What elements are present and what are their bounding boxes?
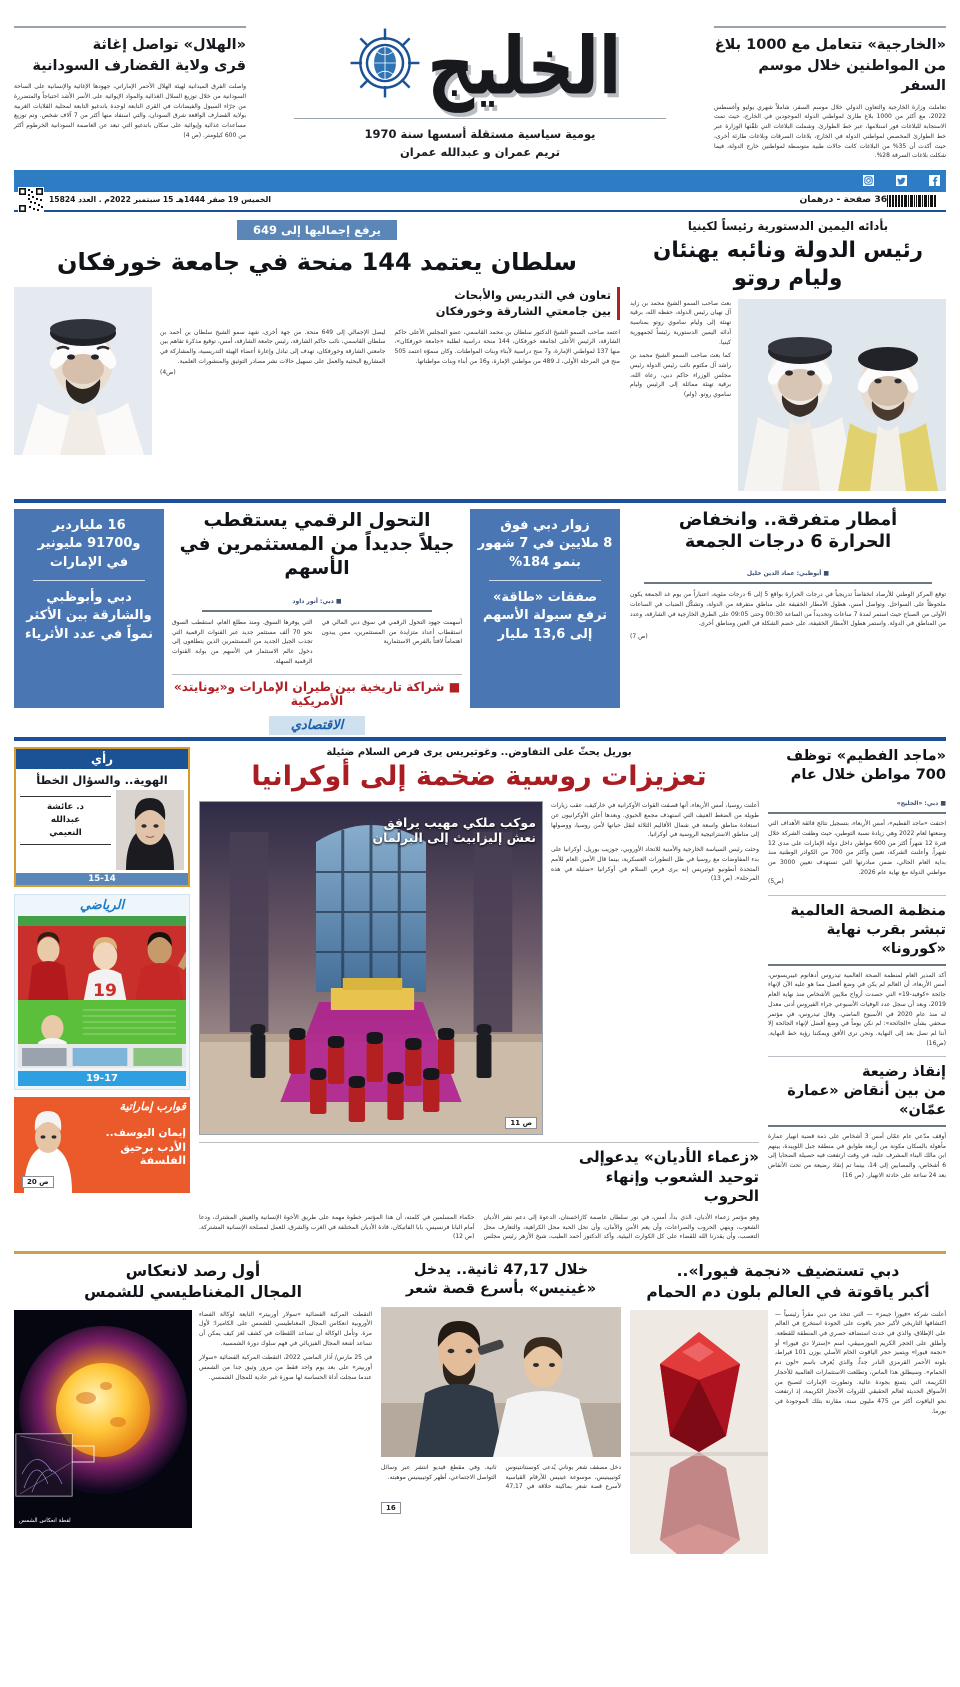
amman-headline-line1: إنقاذ رضيعة xyxy=(861,1064,946,1081)
sultan-portrait-illustration xyxy=(14,287,152,455)
culture-promo-card[interactable] xyxy=(14,1097,190,1193)
masthead-center xyxy=(254,18,706,162)
box-left-line2: و91700 مليونير xyxy=(37,536,141,552)
economy-red-strip: ■ شراكة تاريخية بين طيران الإمارات و«يونايتد» الأمريكية xyxy=(173,680,461,709)
haircut-page-mark: 16 xyxy=(381,1502,401,1514)
opinion-title: الهوية.. والسؤال الخطأ xyxy=(36,773,168,788)
box-right-line6: إلى 13,6 مليار xyxy=(497,626,593,642)
majid-body: احتفت «ماجد الفطيم»، أمس الأربعاء، بتسجيل نتائج فائقة الأهداف التي وضعتها لعام 2022 وهي زيادة نسبة التوطين، حيث وظفت الشركة خلال فترة 12 شهراً أكثر من 600 مواطن داخل دولة الإمارات على مدى 12 شهراً. وأعلنت الشركة، تعيين وأكثر من 700 من الكوادر الوطنية منذ بداية العام الحالي، ضمن مبادرتها التي تستهدف تعيين 3000 من مواطني الدولة مع نهاية عام 2026. xyxy=(768,820,947,876)
economy-body-col2: التي يوفرها السوق. ومنذ مطلع العام، استقطب السوق نحو 70 ألف مستثمر جديد عبر القنوات الرقمية التي تجذب الجيل الجديد من المستثمرين الذين يتطلعون إلى دخول عالم الاستثمار في الأسهم من بوابة القنوات الرقمية السهلة. xyxy=(172,618,313,665)
weather-body: توقع المركز الوطني للأرصاد انخفاضاً تدريجياً في درجات الحرارة بواقع 5 إلى 6 درجات مئوية، اعتباراً من يوم غد الجمعة يكون ملحوظاً على السواحل. وتواصل أمس، هطول الأمطار الخفيفة على مناطق متفرقة من الدولة، وتشكّل الضباب في الساعات الأولى من الصباح حيث استمر لمدة 7 ساعات وتحديداً من الساعة 00:30 وحتى 09:05 على الطرق الخارجية في الشارقة، وعدد من المناطق في الدولة. واستمر هطول الأمطار الخفيفة، على خضم الشكلة في العين ومناطق أخرى. xyxy=(630,591,946,628)
sun-story xyxy=(14,1261,372,1554)
economy-center xyxy=(172,509,462,709)
bottom-section-divider xyxy=(14,1251,946,1254)
sultan-text-block xyxy=(160,287,620,455)
section-divider xyxy=(14,737,946,741)
religion-headline-line1: «زعماء الأديان» يدعوإلى xyxy=(578,1148,759,1167)
sultan-story xyxy=(14,219,620,491)
box-left-line3: في الإمارات xyxy=(49,554,129,570)
ukraine-section xyxy=(199,747,759,1242)
opinion-header: رأي xyxy=(16,749,188,769)
who-body: أكد المدير العام لمنظمة الصحة العالمية تيدروس أدهانوم غيبريسوس، أمس الأربعاء، أن العالم لم يكن في وضع أفضل مما هو عليه الآن لإنهاء جائحة «كوفيد-19» التي حصدت أرواح ملايين الأشخاص منذ نهاية العام 2019، وبعد أن سجل عدد الوفيات الأسبوعي جراء الفيروس أدنى معدل له منذ عام 2020 في الأسبوع الماضي. وقال تيدروس، في مؤتمر صحفي بشأن «الجائحة»: لم نكن يوماً في وضع أفضل لإنهاء الجائحة إلا أننا لم نصل بعد إلى النهاية. ونحن نرى الأفق ويمكننا رؤية خط النهاية. (ص16) xyxy=(768,971,947,1047)
barber-illustration xyxy=(381,1307,621,1457)
sun-headline-line1: أول رصد لانعكاس xyxy=(125,1261,261,1280)
religion-body: وهو مؤتمر زعماء الأديان، الذي بدأ، أمس، في نور سلطان عاصمة كازاخستان، الدعوة إلى دعم نشر الأديان الشعوب، وينهي الحروب والصراعات، وأن يعم الأمن والأمان، وأن تحل الحبة محل الكراهية، والتعارف محل التعصب، وأن يقدرنا الله للقضاء على كل الكوارث البيئية. وأكد الدكتور أحمد الطيب، شيخ الأزهر رئيس مجلس حكماء المسلمين في كلمته، أن هذا المؤتمر خطوة مهمة على طريق الأخوة الإنسانية والعيش المشترك، ودعا أمام البابا فرنسيس، بابا الفاتيكان، قادة الأديان المختلفة في الغرب والشرق، للعمل لمصلحة الإنسانية المشتركة. (ص 12) xyxy=(199,1213,759,1241)
masthead xyxy=(14,0,946,162)
red-accent-bar xyxy=(617,287,620,320)
sun-photo xyxy=(14,1310,192,1528)
divider xyxy=(714,26,946,28)
culture-page-mark: ص 20 xyxy=(22,1176,54,1188)
masthead-left-headline-line2: من المواطنين خلال موسم السفر xyxy=(758,57,946,95)
religion-headline-line2: توحيد الشعوب وإنهاء الحروب xyxy=(605,1167,759,1206)
bottom-section xyxy=(14,1261,946,1554)
ruby-gemstone-illustration xyxy=(630,1310,768,1554)
tagline-line2: تريم عمران و عبدالله عمران xyxy=(399,145,561,160)
box-left-line6: نمواً في عدد الأثرياء xyxy=(24,626,154,642)
kenya-kicker: بأدائه اليمين الدستورية رئيساً لكينيا xyxy=(687,218,889,233)
kenya-body-p1: بعث صاحب السمو الشيخ محمد بن زايد آل نهيان رئيس الدولة، حفظه الله، برقية تهنئة إلى وليام ساموي روتو بمناسبة أدائه اليمين الدستورية رئيساً لجمهورية كينيا. xyxy=(630,299,731,346)
ukraine-body-col1: أعلنت روسيا، أمس الأربعاء، أنها قصفت القوات الأوكرانية في خاركيف، عقب زيارات طويلة من الضغط العنيف التي استهدف مجمع الحيوي. وبعدها أعلن الأوكرانيون عن استعادة مناطق واسعة في شمال الأقاليم الثلاثة لنقل حياتها لأمن روسيا، ووصولها إلى مناطق الاستراتيجية الروسية في أوكرانيا. xyxy=(551,802,759,839)
instagram-icon[interactable] xyxy=(863,175,874,186)
opinion-author-line1: د. عائشة xyxy=(47,802,84,813)
economy-box-right xyxy=(470,509,620,709)
date-bar xyxy=(14,192,946,212)
divider xyxy=(294,118,666,119)
economy-headline-line2: جيلاً جديداً من المستثمرين في الأسهم xyxy=(179,533,455,579)
divider xyxy=(489,580,601,581)
masthead-left-story xyxy=(714,26,946,161)
tagline-line1: يومية سياسية مستقلة أسسها سنة 1970 xyxy=(364,127,596,141)
kenya-body xyxy=(630,299,731,491)
newspaper-logo xyxy=(254,18,706,113)
economy-section-tag: الاقتصادي xyxy=(269,716,365,735)
sports-promo-card[interactable] xyxy=(14,894,190,1090)
economy-weather-section xyxy=(14,509,946,736)
majid-headline-line2: 700 مواطن خلال عام xyxy=(790,767,946,784)
opinion-author-line3: النعيمي xyxy=(49,828,82,839)
religion-story xyxy=(199,1148,759,1207)
date-bar-left xyxy=(799,193,942,207)
box-left-line5: والشارقة بين الأكثر xyxy=(26,608,152,624)
weather-headline-line1: أمطار متفرقة.. وانخفاض xyxy=(678,509,898,530)
majid-page-ref: (ص5) xyxy=(768,878,784,886)
twitter-icon[interactable] xyxy=(896,175,907,186)
right-news-column xyxy=(768,747,946,1242)
funeral-caption-line2: نعش إليزابيث إلى البرلمان xyxy=(372,830,536,846)
economy-headline-line1: التحول الرقمي يستقطب xyxy=(203,509,431,531)
sultan-photo xyxy=(14,287,152,455)
funeral-caption-line1: موكب ملكي مهيب يرافق xyxy=(383,815,536,831)
kenya-photo xyxy=(738,299,946,491)
sultan-body-col2: ليصل الإجمالي إلى 649 منحة. من جهة أخرى، شهد سمو الشيخ سلطان بن أحمد بن سلطان القاسمي، نائب حاكم الشارقة، رئيس جامعة الشارقة، أمس، توقيع مذكرة تفاهم بين جامعتي الشارقة وخورفكان، تهدف إلى تبادل وإعارة أعضاء الهيئة التدريسية، والمشاركة في المشاريع البحثية والعمل على تسهيل حالات نشر مصادر التوثيق والمنشورات العلمية. xyxy=(160,328,386,365)
who-headline-line2: تبشر بقرب نهاية «كورونا» xyxy=(826,921,946,957)
who-headline-line1: منظمة الصحة العالمية xyxy=(790,903,946,920)
box-right-line5: ترفع سيولة الأسهم xyxy=(482,608,608,624)
weather-headline-line2: الحرارة 6 درجات الجمعة xyxy=(684,532,892,553)
sultan-headline: سلطان يعتمد 144 منحة في جامعة خورفكان xyxy=(57,247,577,276)
funeral-page-mark: ص 11 xyxy=(505,1117,537,1129)
culture-author: إيمان اليوسف.. xyxy=(105,1127,186,1140)
economy-box-left xyxy=(14,509,164,709)
box-right-line4: صفقات «طاقة» xyxy=(492,590,598,606)
middle-section xyxy=(14,747,946,1242)
ruby-headline-line1: دبي تستضيف «نجمة فيورا».. xyxy=(676,1261,900,1280)
facebook-icon[interactable] xyxy=(929,175,940,186)
masthead-left-headline-line1: «الخارجية» تتعامل مع 1000 بلاغ xyxy=(714,37,946,53)
majid-headline-line1: «ماجد الفطيم» توظف xyxy=(786,748,946,765)
ukraine-kicker: بوريل يحثّ على التفاوض.. وغوتيريس يرى فرص السلام ضئيلة xyxy=(326,747,632,759)
sports-brand: الرياضي xyxy=(79,898,125,914)
sultan-subhead-line2: بين جامعتي الشارقة وخورفكان xyxy=(435,304,611,319)
funeral-photo-caption xyxy=(372,815,536,845)
opinion-author-photo xyxy=(116,790,184,870)
pages-price-label: 36 صفحة - درهمان xyxy=(799,194,888,206)
sun-magnetic-field-illustration xyxy=(14,1310,192,1528)
qr-code-icon[interactable] xyxy=(18,187,44,213)
box-right-line3: بنمو 184% xyxy=(509,554,581,570)
football-players-illustration xyxy=(18,916,186,1068)
barcode xyxy=(887,193,936,207)
ruby-story xyxy=(630,1261,946,1554)
masthead-left-body: تعاملت وزارة الخارجية والتعاون الدولي خلال موسم السفر، شاملاً شهري يوليو وأغسطس 2022، مع أكثر من 1000 بلاغ طارئ لمواطني الدولة الموجودين في الخارج، حيث تمت الاستجابة للبلاغات فور استلامها، عبر خط الطوارئ. وشملت البلاغات التي تلقّتها الوزارة عبر خط الطوارئ المخصص لمواطني الدولة في الخارج، بلاغات السرقات وبلاغات طارئة أخرى، حيث أكدت أن 35% من البلاغات كانت حالات طبية متوسطة لمواطنين خارج الدولة، فيما شكلت بلاغات السرقة 28%. xyxy=(714,103,947,160)
sun-body-col1: التقطت المركبة الفضائية «سولار أوربيتر» التابعة لوكالة الفضاء الأوروبية انعكاس المجال المغناطيسي للشمس على الكاميرا؛ لأول مرة. وتأمل الوكالة أن تساعد اللقطات في كشف لغز كيف يمكن أن تساعد أشعة المجال الفيزيائي في فهم سلوك دورة الشمسية. xyxy=(199,1310,372,1347)
sun-photo-caption: لقطة انعكاس الشمس xyxy=(19,1517,71,1524)
top-stories-section xyxy=(14,219,946,491)
masthead-right-story xyxy=(14,26,246,140)
amman-body: أوقف مدّعي عام عمّان أمس 3 أشخاص على ذمة قضية انهيار عمارة مأهولة بالسكان مكونة من أربعة طوابق في منطقة جبل اللويبدة، بينهم ابن مالك البناء المشرف عليه، في وقت ارتفعت فيه حصيلة الضحايا إلى 6 أشخاص، والمصابين إلى 14، بينما تم إنقاذ رضيعة من تحت الأنقاض بعد 24 ساعة على حادثة الانهيار. (ص 16) xyxy=(768,1132,947,1179)
haircut-photo xyxy=(381,1307,621,1457)
sun-headline-line2: المجال المغناطيسي للشمس xyxy=(84,1282,302,1301)
weather-byline: ■ أبوظبي: عماد الدين خليل xyxy=(746,570,830,578)
masthead-right-body: واصلت الفرق الميدانية لهيئة الهلال الأحمر الإماراتي، جهودها الإغاثية والإنسانية على الساحة السودانية من خلال توزيع السلال الغذائية والمواد الإيوائية على الأسر الأشد احتياجاً والمتضررة من جرّاء السيول والفيضانات في القرى التابعة لوحدة باندغيو التابعة لمحلية القلابات الغربية بولاية القضارف الواقعة شرق السودان، والتي استفاد منها أكثر من 7 آلاف شخص. وتم توزيع مساعدات غذائية وإيوائية على سكان باندغيو التي تبعد عن العاصمة السودانية الخرطوم أكثر من 600 كيلومتر. (ص 4) xyxy=(14,83,247,139)
ukraine-headline: تعزيزات روسية ضخمة إلى أوكرانيا xyxy=(251,761,707,793)
haircut-headline-line2: «غينيس» بأسرع قصة شعر xyxy=(405,1281,597,1298)
section-divider xyxy=(14,499,946,503)
royal-procession-illustration xyxy=(200,802,542,1135)
masthead-right-headline-line2: قرى ولاية القضارف السودانية xyxy=(32,57,246,74)
economy-byline: ■ دبي: أنور داود xyxy=(292,597,342,605)
weather-story xyxy=(630,509,946,736)
haircut-body: دخل مصفف شعر يوناني يُدعى كونستانتينوس كوتيبينيس، موسوعة غينيس للأرقام القياسية لأسرع قصة شعر بماكينة حلاقة في 47,17 ثانية. وفي مقطع فيديو انتشر عبر وسائل التواصل الاجتماعي، أظهر كوتيبينيس موهبته. xyxy=(381,1463,621,1491)
date-bar-right xyxy=(18,187,271,213)
kenya-body-p2: كما بعث صاحب السمو الشيخ محمد بن راشد آل مكتوم نائب رئيس الدولة رئيس مجلس الوزراء حاكم دبي، رعاه الله، برقية تهنئة مماثلة إلى الرئيس وليام ساموي روتو. (وام) xyxy=(630,352,731,399)
ship-wheel-globe-icon xyxy=(344,22,426,104)
box-right-line2: 8 ملايين في 7 شهور xyxy=(477,536,613,552)
opinion-pages: 15-14 xyxy=(16,873,188,885)
ukraine-body-col2: وحثت رئيس السياسة الخارجية والأمنية للاتحاد الأوروبي، جوزيب بوريل، أوكرانيا على بدء المفاوضات مع روسيا في ظل التطورات العسكرية، بينما قال الأمين العام للأمم المتحدة أنطونيو غوتيريس إنه يرى فرص السلام في أوكرانيا «ضئيلة في هذه المرحلة». (ص 13) xyxy=(551,846,759,883)
sun-body-col2: في 25 مارس/ آذار الماضي 2022، التقطت المركبة الفضائية «سولار أوربيتر» على بعد يوم واحد فقط من مرور وثيق جدا من الشمس عندما سجلت أداة الحساسة لها صورة غير عادية للمجال الشمسي. xyxy=(199,1354,372,1381)
masthead-right-headline-line1: «الهلال» تواصل إغاثة xyxy=(92,37,246,53)
box-left-line4: دبي وأبوظبي xyxy=(46,590,132,606)
box-right-line1: زوار دبي فوق xyxy=(500,517,590,533)
economy-story xyxy=(14,509,620,736)
sultan-badge: يرفع إجماليها إلى 649 xyxy=(237,220,397,240)
sports-photo xyxy=(18,916,186,1068)
divider xyxy=(33,580,145,581)
sultan-body-col1: اعتمد صاحب السمو الشيخ الدكتور سلطان بن محمد القاسمي، عضو المجلس الأعلى حاكم الشارقة، الرئيس الأعلى لجامعة خورفكان، 144 منحة دراسية لطلبة «جامعة خورفكان»، منها 137 لمواطني الإمارة، و7 منح دراسية لأبناء وبنات المواطنات. وكان سموّه اعتمد 505 منح في المرحلة الأولى، لـ 489 من مواطني الإمارة، و16 من أبناء وبنات مواطناتها. xyxy=(394,328,620,365)
logo-wordmark: الخليج xyxy=(427,18,621,113)
sultan-page-ref: (ص4) xyxy=(160,369,176,377)
sheikhs-portrait-illustration xyxy=(738,299,946,491)
kenya-story xyxy=(630,219,946,491)
amman-headline-line2: من بين أنقاض «عمارة عمّان» xyxy=(787,1083,946,1119)
box-left-line1: 16 ملياردير xyxy=(52,517,126,533)
sports-pages: 19-17 xyxy=(18,1071,186,1086)
opinion-author-line2: عبدالله xyxy=(50,815,81,826)
culture-title: الأدب برحيق الفلسفة xyxy=(120,1141,186,1168)
ukraine-body-block xyxy=(551,801,759,1135)
culture-brand: قوارب إماراتية xyxy=(119,1100,186,1114)
ruby-body: أعلنت شركة «فيورا جيمز» — التي تتخذ من دبي مقراً رئيسياً — اكتشافها التاريخي لأكبر حجر ياقوت على الجودة استخرج في العالم على الإطلاق، والذي في حدث استضافه حصري في المنطقة للقطعة. وأطلق على الحجر الكريم الموزمبيقي، اسم «إسترلا دي فيورا» أو «نجمة فيورا» ويتميز حجر الياقوت الخام الأصلي بوزن 101 قيراط، بلونه الأحمر القرمزي النادر جداً، والذي يُعرف باسم «لون دم الحمام». وسيطلق هذا الماس، وتطلعت الاستثمارات العالمية للأحجار الكريمة، التي يتمتع بجودة عالية. وتطورت الإمارات لتصبح من الأسواق الحديثة لعالم الحقيقي للثروات الأحجار الكريمة، إذ ارتفعت نحو الياقوت أكثر من 475 مليون سنة، مقارنة بتلك الموجودة في بورما. xyxy=(775,1310,946,1415)
author-portrait-illustration xyxy=(116,790,184,870)
issue-date-label: الخميس 19 صفر 1444هـ 15 سبتمبر 2022م . العدد 15824 xyxy=(49,195,271,205)
economy-body-col1: أسهمت جهود التحول الرقمي في سوق دبي المالي في استقطاب أعداد متزايدة من المستثمرين، ممن يبدون اهتماماً لافتاً بالفرص الاستثمارية xyxy=(321,618,462,646)
opinion-card[interactable] xyxy=(14,747,190,887)
ruby-photo xyxy=(630,1310,768,1554)
majid-byline: ■ دبي: «الخليج» xyxy=(896,800,946,808)
funeral-procession-photo xyxy=(199,801,543,1135)
divider xyxy=(14,26,246,28)
weather-page-ref: (ص 7) xyxy=(630,633,648,641)
haircut-headline-line1: خلال 47,17 ثانية.. يدخل xyxy=(413,1261,589,1278)
funeral-photo-wrap xyxy=(199,801,543,1135)
sultan-subhead-line1: تعاون في التدريس والأبحاث xyxy=(454,287,611,302)
left-sidebar xyxy=(14,747,190,1242)
sultan-subhead xyxy=(160,287,620,320)
haircut-story xyxy=(381,1261,621,1554)
svg-text:19: 19 xyxy=(93,981,118,1002)
kenya-headline: رئيس الدولة ونائبه يهنئان وليام روتو xyxy=(652,237,924,291)
opinion-author xyxy=(20,790,111,845)
ruby-headline-line2: أكبر ياقوتة في العالم بلون دم الحمام xyxy=(646,1282,930,1301)
